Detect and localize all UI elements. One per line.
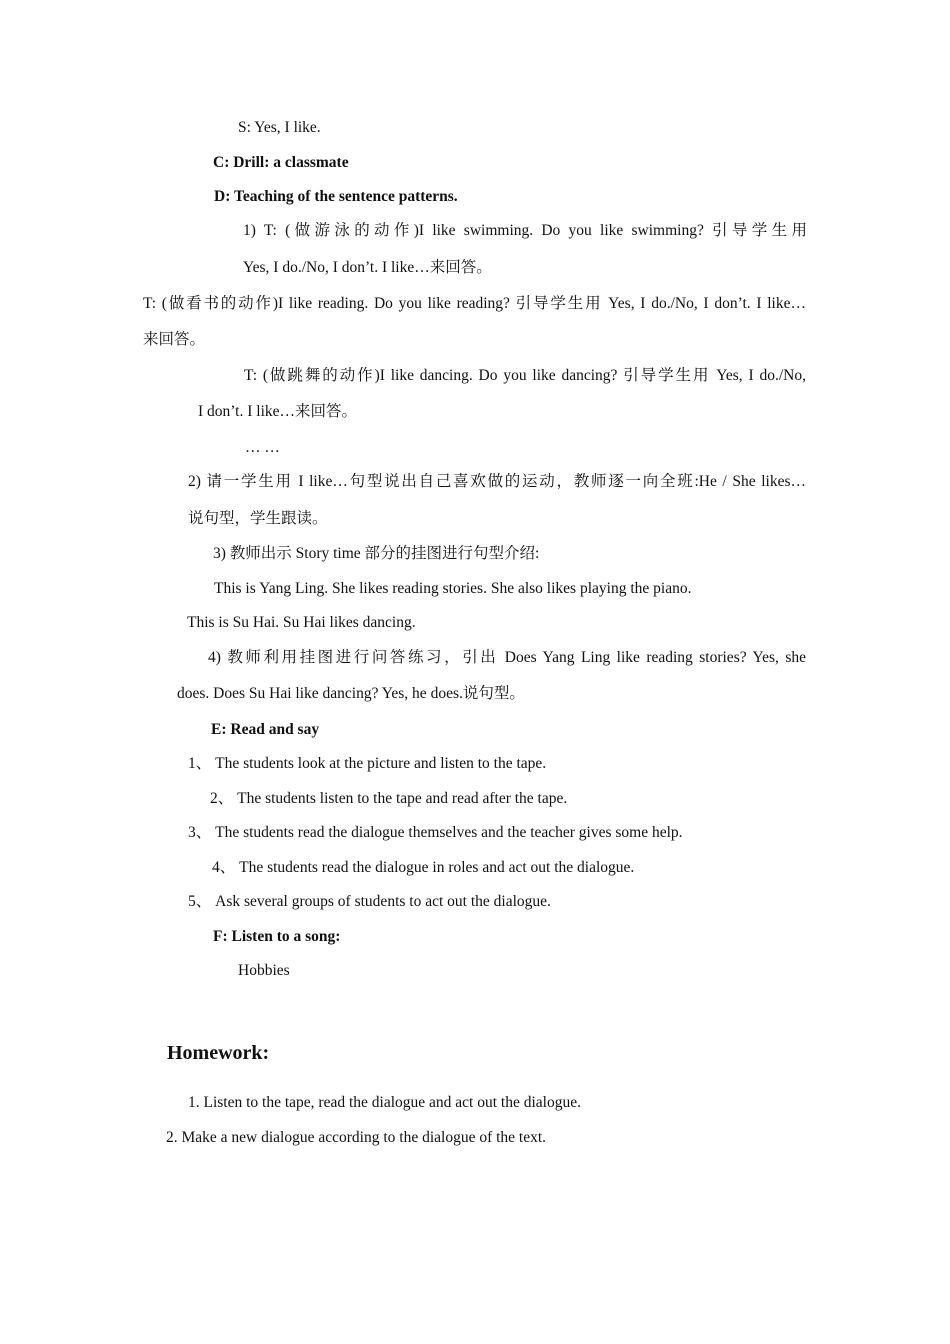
read-say-item-2: 2、 The students listen to the tape and read after the tape.	[210, 790, 568, 807]
step-2-line-1: 2) 请一学生用 I like…句型说出自己喜欢做的运动，教师逐一向全班:He / She likes…	[188, 473, 806, 490]
section-f-heading: F: Listen to a song:	[213, 928, 341, 945]
read-say-item-3: 3、 The students read the dialogue themselves and the teacher gives some help.	[188, 824, 683, 841]
yang-ling-line: This is Yang Ling. She likes reading stories. She also likes playing the piano.	[214, 580, 692, 597]
homework-heading: Homework:	[167, 1042, 270, 1064]
read-say-item-4: 4、 The students read the dialogue in roles and act out the dialogue.	[212, 859, 635, 876]
section-e-heading: E: Read and say	[211, 721, 320, 738]
step-2-line-2: 说句型，学生跟读。	[188, 510, 328, 527]
swimming-line-2: Yes, I do./No, I don’t. I like…来回答。	[243, 259, 492, 276]
read-say-item-1: 1、 The students look at the picture and listen to the tape.	[188, 755, 547, 772]
dancing-line-1: T: (做跳舞的动作)I like dancing. Do you like dancing? 引导学生用 Yes, I do./No,	[244, 367, 806, 384]
reading-line-1: T: (做看书的动作)I like reading. Do you like reading? 引导学生用 Yes, I do./No, I don’t. I like…	[143, 295, 806, 312]
dancing-line-2: I don’t. I like…来回答。	[198, 403, 358, 420]
step-4-line-1: 4) 教师利用挂图进行问答练习，引出 Does Yang Ling like reading stories? Yes, she	[208, 649, 806, 666]
ellipsis: … …	[245, 439, 280, 456]
section-d-heading: D: Teaching of the sentence patterns.	[214, 188, 458, 205]
read-say-item-5: 5、 Ask several groups of students to act out the dialogue.	[188, 893, 551, 910]
step-4-line-2: does. Does Su Hai like dancing? Yes, he does.说句型。	[177, 685, 525, 702]
song-title: Hobbies	[238, 962, 290, 979]
section-c-heading: C: Drill: a classmate	[213, 154, 349, 171]
reading-line-2: 来回答。	[143, 331, 206, 348]
su-hai-line: This is Su Hai. Su Hai likes dancing.	[187, 614, 416, 631]
homework-item-2: 2. Make a new dialogue according to the dialogue of the text.	[166, 1129, 547, 1146]
homework-item-1: 1. Listen to the tape, read the dialogue and act out the dialogue.	[188, 1094, 581, 1111]
student-answer-line: S: Yes, I like.	[238, 119, 321, 136]
step-3-line: 3) 教师出示 Story time 部分的挂图进行句型介绍:	[213, 545, 540, 562]
swimming-line-1: 1) T: (做游泳的动作)I like swimming. Do you like swimming? 引导学生用	[243, 222, 807, 239]
